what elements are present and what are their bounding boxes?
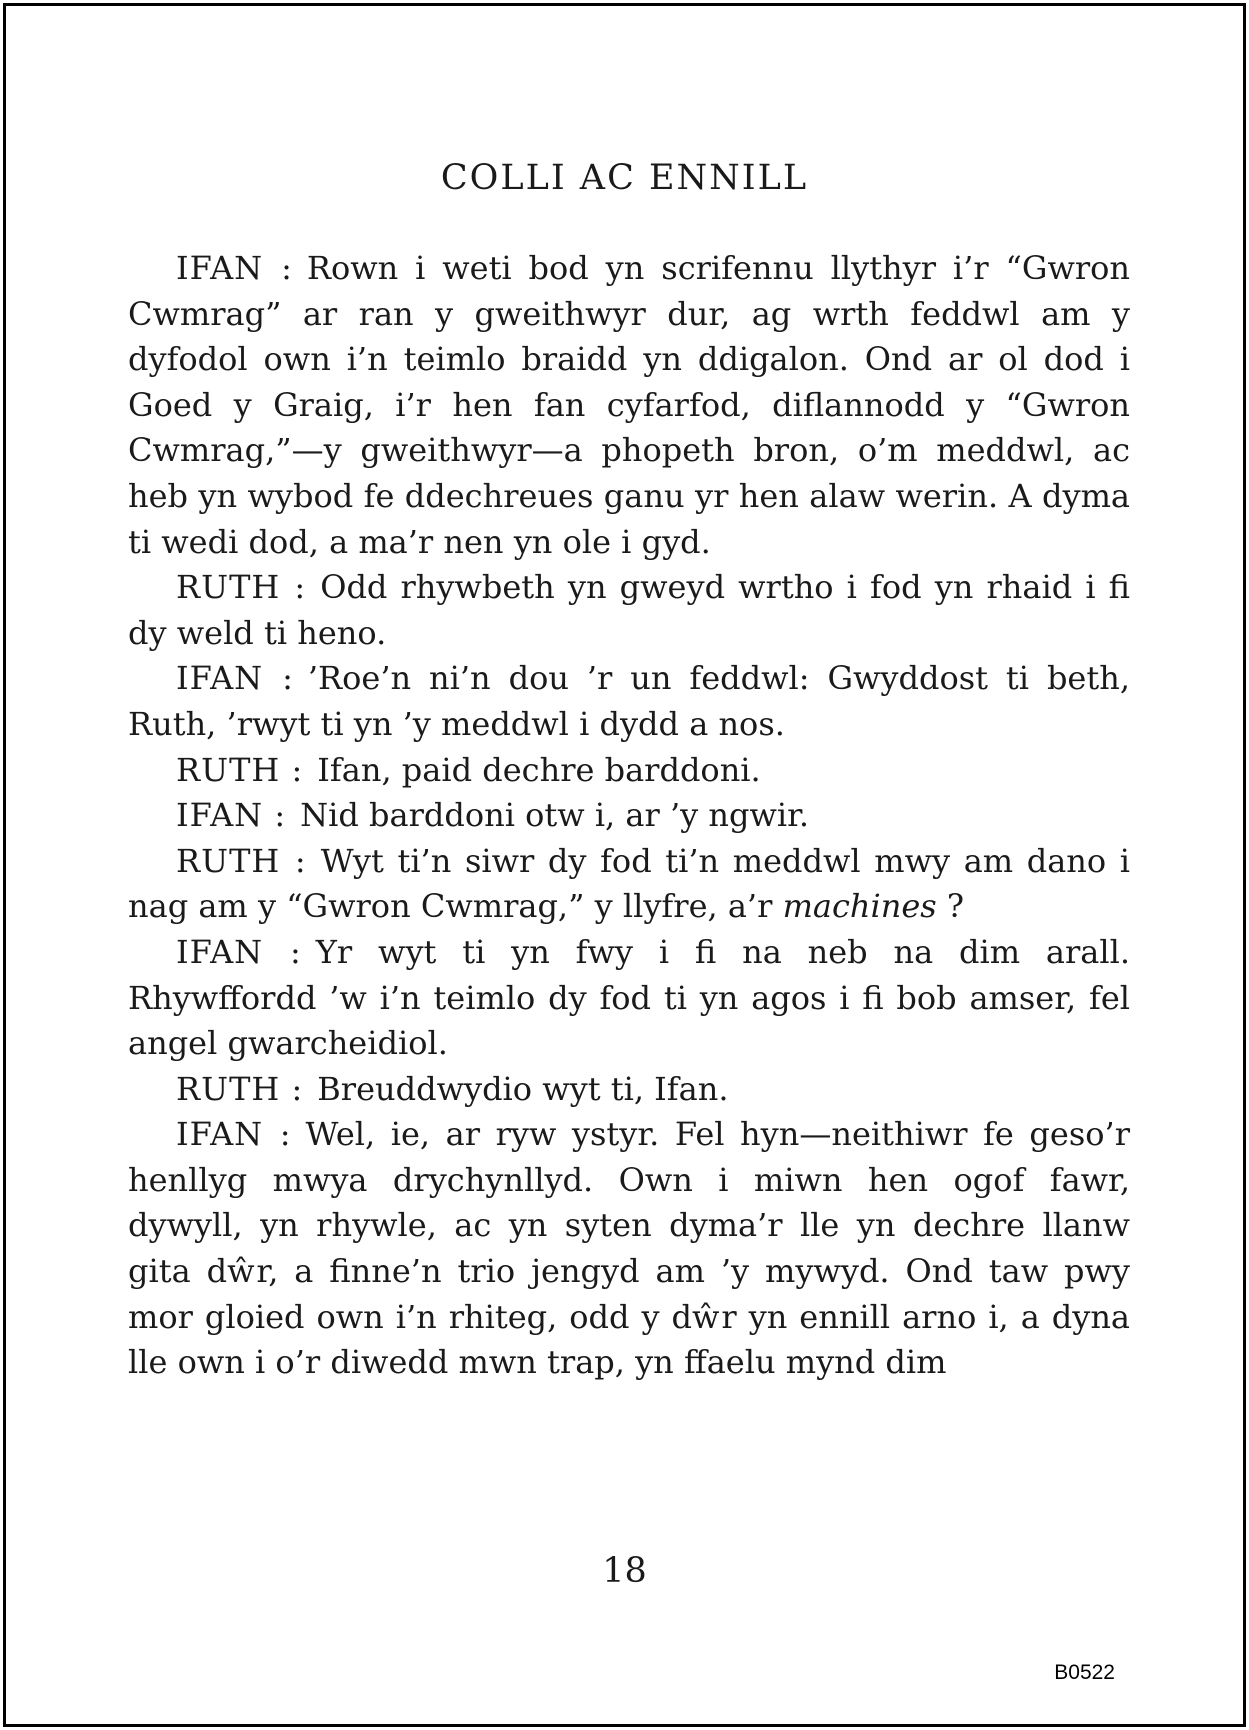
dialogue-paragraph	[128, 839, 1130, 930]
dialogue-paragraph	[128, 246, 1130, 565]
dialogue-paragraph	[128, 1112, 1130, 1386]
dialogue-paragraph	[128, 930, 1130, 1067]
running-head: COLLI AC ENNILL	[440, 158, 809, 198]
speaker-name: IFAN :	[176, 796, 287, 835]
page-frame	[3, 3, 1246, 1727]
dialogue-paragraph	[128, 565, 1130, 656]
speaker-name: IFAN :	[176, 1115, 292, 1154]
dialogue-paragraph	[128, 748, 1130, 794]
speaker-name: RUTH :	[176, 568, 307, 607]
dialogue-line: Rown i weti bod yn scrifennu llythyr i’r “Gwron Cwmrag” ar ran y gweithwyr dur, ag wrth feddwl am y dyfodol own i’n teimlo braidd yn ddigalon. Ond ar ol dod i Goed y Graig, i’r hen fan cyfarfod, diflannodd y “Gwron Cwmrag,”—y gweithwyr—a phopeth bron, o’m meddwl, ac heb yn wybod fe ddechreues ganu yr hen alaw werin. A dyma ti wedi dod, a ma’r nen yn ole i gyd.	[128, 249, 1131, 561]
dialogue-line: Ifan, paid dechre barddoni.	[317, 750, 761, 789]
speaker-name: IFAN :	[176, 249, 293, 287]
dialogue-line: Wel, ie, ar ryw ystyr. Fel hyn—neithiwr fe geso’r henllyg mwya drychynllyd. Own i miwn hen ogof fawr, dywyll, yn rhywle, ac yn syten dyma’r lle yn dechre llanw gita dŵr, a finne’n trio jengyd am ’y mywyd. Ond taw pwy mor gloied own i’n rhiteg, odd y dŵr yn ennill arno i, a dyna lle own i o’r diwedd mwn trap, yn ffaelu mynd dim	[128, 1115, 1131, 1382]
dialogue-text	[128, 246, 1130, 1386]
speaker-name: IFAN :	[176, 932, 302, 971]
dialogue-line: Breuddwydio wyt ti, Ifan.	[317, 1069, 729, 1108]
dialogue-paragraph	[128, 1067, 1130, 1113]
speaker-name: RUTH :	[176, 1069, 304, 1108]
catalog-code: B0522	[1054, 1661, 1115, 1684]
dialogue-line-tail: ?	[936, 887, 965, 926]
speaker-name: IFAN :	[176, 659, 294, 698]
dialogue-paragraph	[128, 793, 1130, 839]
speaker-name: RUTH :	[176, 750, 304, 789]
dialogue-line: Nid barddoni otw i, ar ’y ngwir.	[300, 796, 810, 835]
dialogue-line: Wyt ti’n siwr dy fod ti’n meddwl mwy am dano i nag am y “Gwron Cwmrag,” y llyfre, a’r	[128, 841, 1131, 926]
dialogue-line: ’Roe’n ni’n dou ’r un feddwl: Gwyddost ti beth, Ruth, ’rwyt ti yn ’y meddwl i dydd a nos.	[128, 659, 1131, 743]
italic-word: machines	[782, 887, 937, 926]
speaker-name: RUTH :	[176, 841, 307, 880]
dialogue-paragraph	[128, 656, 1130, 747]
page-number: 18	[602, 1551, 647, 1591]
dialogue-line: Odd rhywbeth yn gweyd wrtho i fod yn rhaid i fi dy weld ti heno.	[128, 568, 1131, 652]
dialogue-line: Yr wyt ti yn fwy i fi na neb na dim arall. Rhywffordd ’w i’n teimlo dy fod ti yn agos i fi bob amser, fel angel gwarcheidiol.	[128, 932, 1131, 1063]
